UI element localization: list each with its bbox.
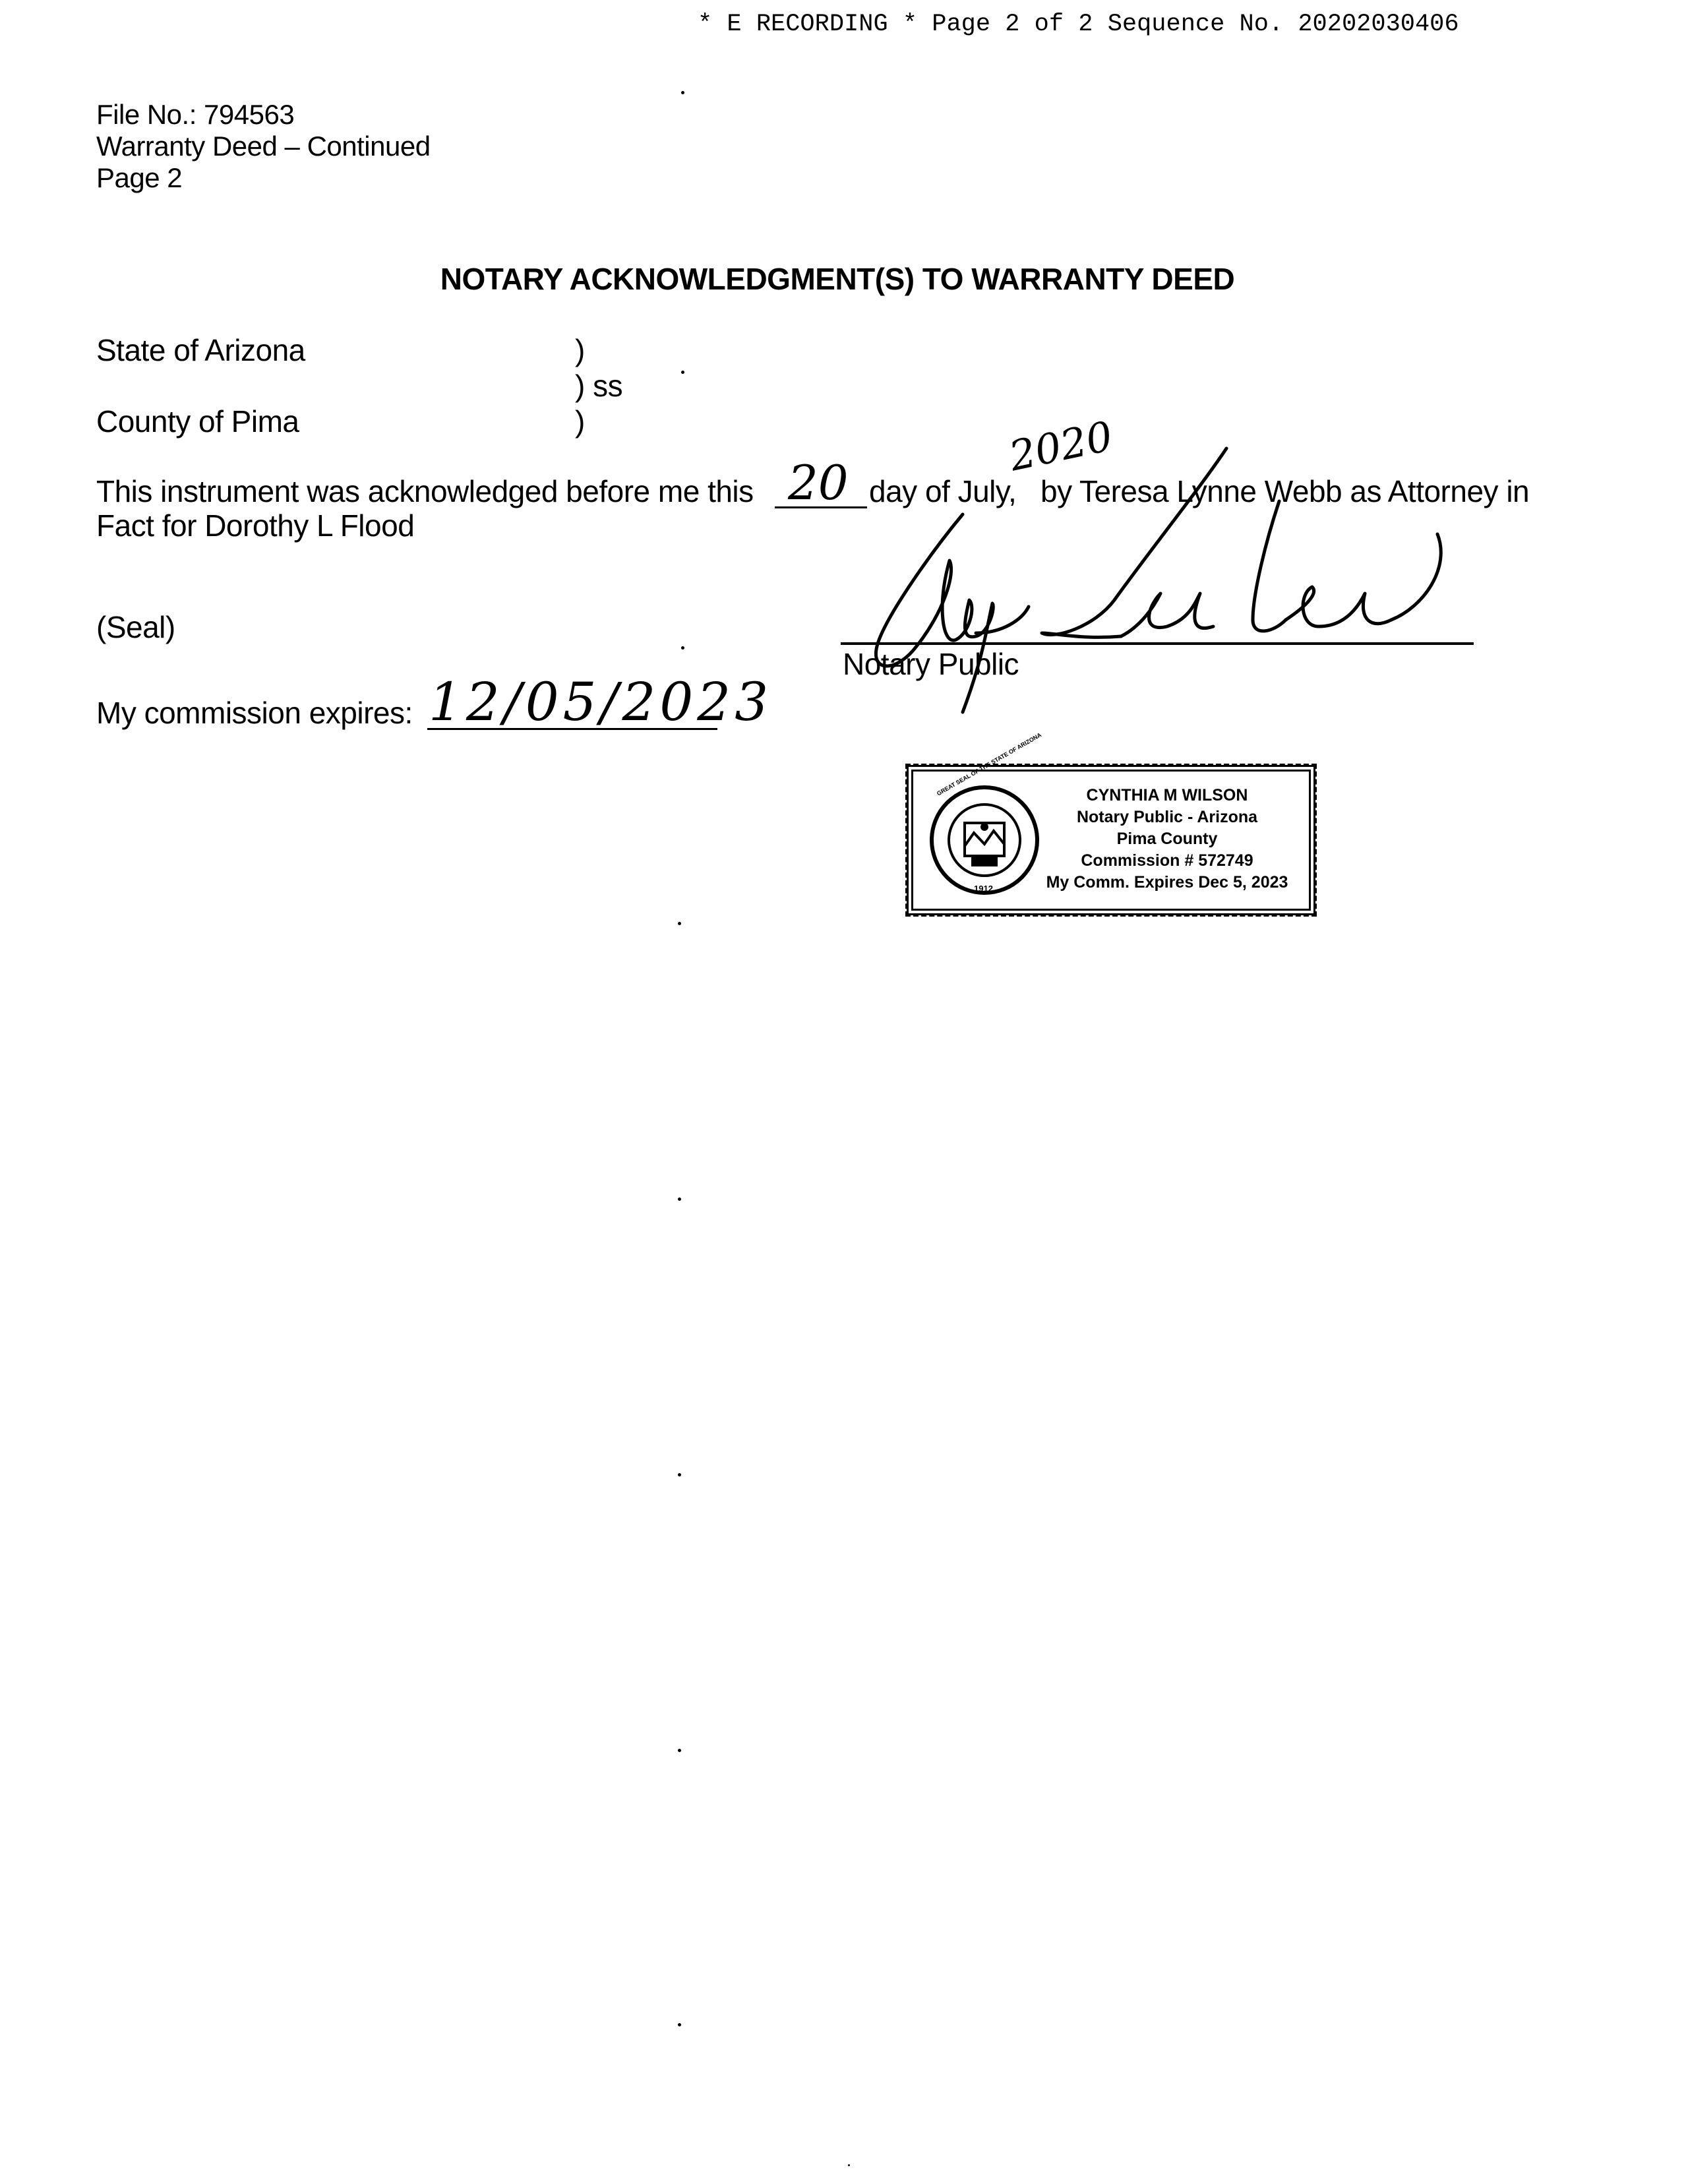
notary-stamp: [907, 731, 1315, 915]
notary-county: Pima County: [1116, 830, 1218, 848]
venue-paren-3: ): [575, 404, 585, 439]
notary-expiration: My Comm. Expires Dec 5, 2023: [1046, 873, 1288, 892]
notary-title: Notary Public - Arizona: [1076, 808, 1258, 826]
state-seal-icon: [928, 783, 1041, 897]
seal-ring-text: GREAT SEAL OF THE STATE OF ARIZONA: [936, 731, 1043, 797]
ack-text-2: day of July,: [869, 474, 1017, 508]
scan-speck: [678, 2023, 681, 2026]
file-no-label: File No.:: [96, 99, 196, 130]
scan-speck: [681, 646, 684, 650]
handwritten-day: 20: [788, 455, 849, 510]
ack-text-4: Fact for Dorothy L Flood: [96, 508, 415, 543]
notary-name: CYNTHIA M WILSON: [1086, 786, 1248, 804]
ack-text-3: by Teresa Lynne Webb as Attorney in: [1040, 474, 1530, 508]
notary-public-label: Notary Public: [843, 647, 1019, 681]
page-title: NOTARY ACKNOWLEDGMENT(S) TO WARRANTY DEED: [440, 262, 1235, 296]
venue-paren-1: ): [575, 333, 585, 367]
document-title: Warranty Deed – Continued: [96, 131, 431, 162]
ack-text-1: This instrument was acknowledged before me this: [96, 474, 754, 508]
handwritten-commission-date: 12/05/2023: [429, 671, 773, 733]
notary-signature: [857, 409, 1490, 719]
stamp-text-block: [1039, 785, 1296, 894]
venue-state: State of Arizona: [96, 333, 305, 367]
commission-label: My commission expires:: [96, 696, 413, 730]
scan-speck: [681, 91, 684, 94]
scan-speck: [681, 371, 684, 374]
venue-paren-2: ) ss: [575, 369, 623, 403]
scan-speck: [678, 1198, 681, 1201]
seal-label: (Seal): [96, 610, 175, 644]
scan-speck: [678, 1473, 681, 1476]
file-number-line: [96, 99, 431, 131]
handwritten-year: 2020: [1005, 411, 1117, 481]
seal-year: 1912: [974, 884, 993, 894]
scan-speck: [678, 922, 681, 925]
file-info: [96, 99, 431, 194]
scan-speck: [678, 1749, 681, 1752]
venue-county: County of Pima: [96, 404, 299, 439]
recording-header: * E RECORDING * Page 2 of 2 Sequence No. 20202030406: [698, 11, 1459, 38]
notary-commission-number: Commission # 572749: [1081, 851, 1253, 870]
page-number: Page 2: [96, 162, 183, 193]
scan-speck: [848, 2164, 850, 2166]
file-no-value: 794563: [204, 99, 295, 130]
